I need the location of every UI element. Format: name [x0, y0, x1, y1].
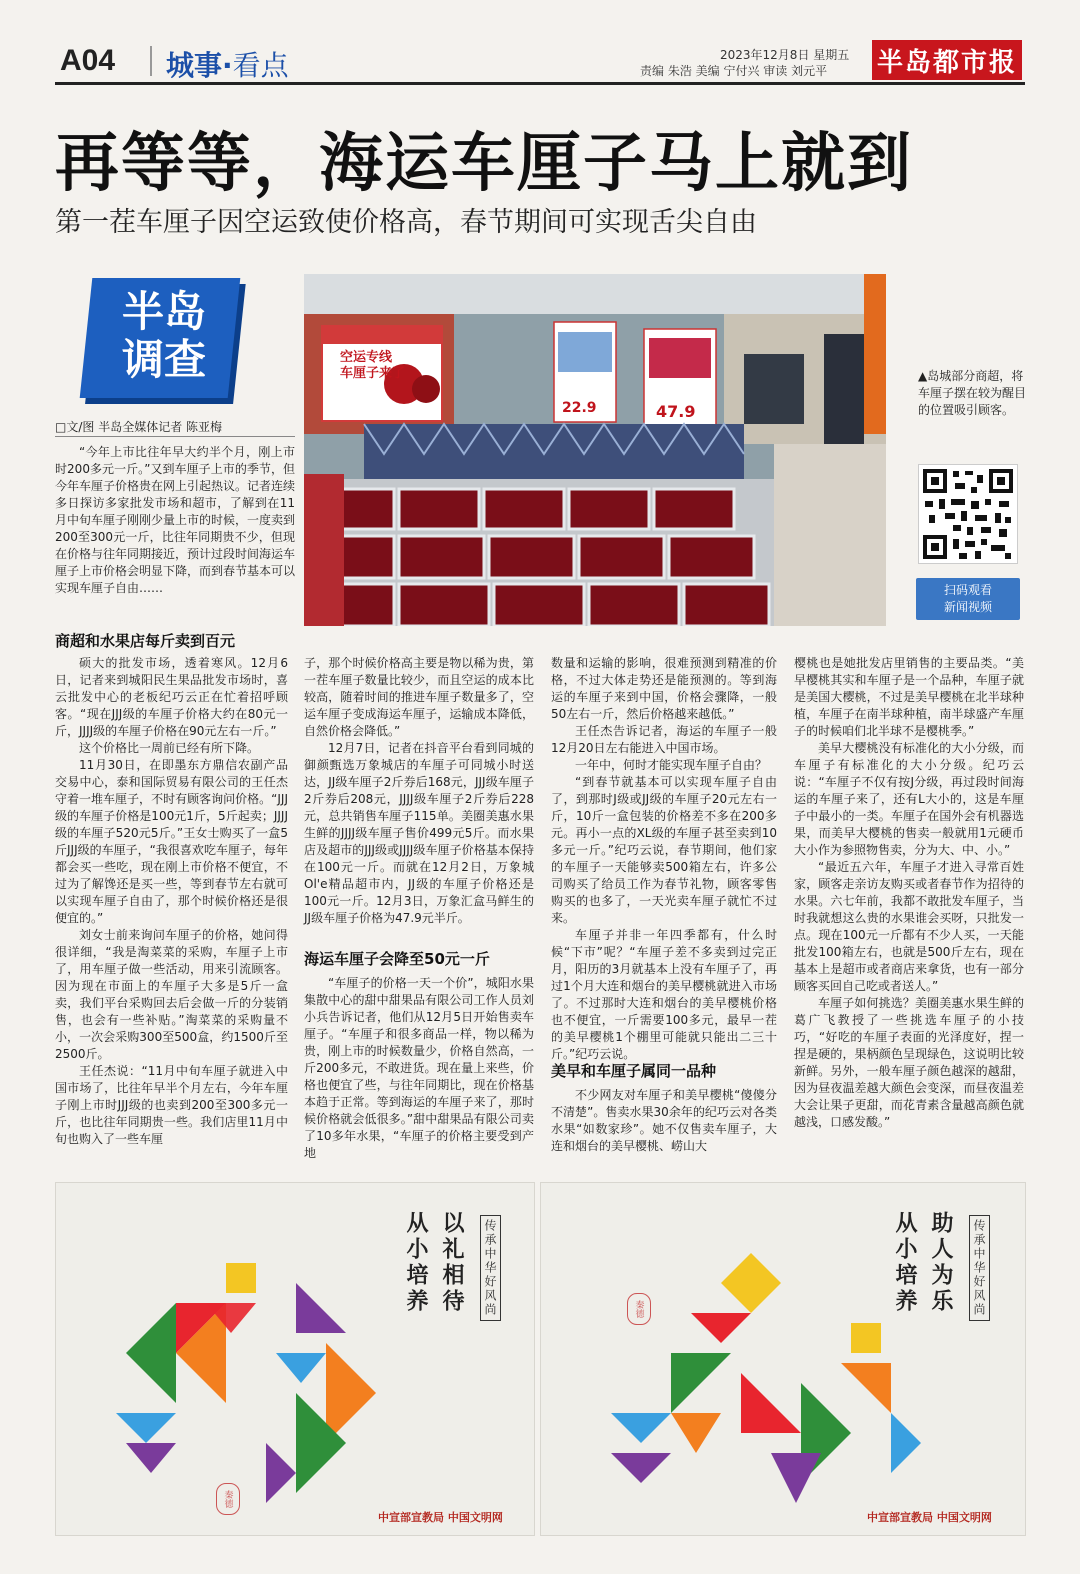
date-line: 2023年12月8日 星期五: [720, 48, 850, 62]
article-lead: [55, 444, 295, 597]
section-heading-2: 海运车厘子会降至50元一斤: [304, 950, 490, 968]
qr-code[interactable]: [918, 464, 1018, 564]
badge-line-1: 半岛: [121, 287, 206, 336]
public-service-ad-1: [55, 1182, 535, 1536]
byline-rule: [55, 436, 295, 437]
paragraph: 这个价格比一周前已经有所下降。: [79, 741, 260, 755]
header-divider: [150, 46, 152, 76]
column-3-bottom: [551, 1087, 777, 1155]
public-service-ad-2: [540, 1182, 1026, 1536]
tangram-figure-1: [96, 1243, 396, 1513]
column-2-top: [304, 655, 534, 927]
column-3-top: [551, 655, 777, 1063]
column-1: [55, 655, 288, 1148]
sign-line-2: 车厘子来了: [340, 366, 406, 381]
paragraph: 数量和运输的影响，很难预测到精准的价格，不过大体走势还是能预测的。等到海运的车厘子来到中国，价格会骤降，一般50左右一斤，然后价格越来越低。”: [551, 656, 777, 721]
paragraph: 11月30日，在即墨东方鼎信农副产品交易中心，泰和国际贸易有限公司的王任杰守着一堆车厘子，不时有顾客询问价格。“JJJ级的车厘子价格是100元1斤，5斤起卖；JJJJ级的车厘子520元5斤。”王女士购买了一盒5斤JJJ级的车厘子，“我很喜欢吃车厘子，每年都会买一些吃，现在刚上市价格不便宜，不过为了解馋还是买一些，等到春节左右就可以实现车厘子自由了，那个时候价格还是很便宜的。”: [55, 758, 288, 925]
badge-line-2: 调查: [121, 335, 206, 384]
paragraph: 12月7日，记者在抖音平台看到同城的御颜甄选万象城店的车厘子可同城小时送达，JJ级车厘子2斤券后168元，JJJ级车厘子2斤券后208元，JJJJ级车厘子2斤券后228元，总共销售车厘子115单。美圈美惠水果生鲜的JJJJ级车厘子售价499元5斤。而水果店及超市的JJJ级或JJJJ级车厘子价格基本保持在100元一斤。而就在12月2日，万象城Ol'e精品超市内，JJ级的车厘子价格还是100元一斤。12月3日，万象汇盒马鲜生的JJ级车厘子价格为47.9元半斤。: [304, 741, 534, 925]
ad-slogan-2: 从小培养: [403, 1211, 429, 1315]
ad-slogan-1: 以礼相待: [439, 1211, 465, 1315]
qr-code-image: [919, 465, 1017, 563]
sign-line-1: 空运专线: [340, 350, 393, 365]
staff-line: 责编 朱浩 美编 宁付兴 审读 刘元平: [640, 64, 828, 78]
paragraph: 一年中，何时才能实现车厘子自由？: [575, 758, 768, 772]
paragraph: 美早大樱桃没有标准化的大小分级，而车厘子有标准化的大小分级。纪巧云说：“车厘子不仅有按J分级，再过段时间海运的车厘子来了，还有L大小的，这是车厘子中最小的一类。车厘子在国外会有机器选果，而美早大樱桃的售卖一般就用1元硬币大小作为参照物售卖，分为大、中、小。”: [794, 741, 1024, 857]
paragraph: 王任杰告诉记者，海运的车厘子一般12月20日左右能进入中国市场。: [551, 724, 777, 755]
section-main: 城事: [166, 49, 223, 82]
article-photo: [304, 274, 886, 626]
section-heading-1: 商超和水果店每斤卖到百元: [55, 632, 236, 650]
paragraph: 樱桃也是她批发店里销售的主要品类。“美早樱桃其实和车厘子是一个品种，车厘子就是美国大樱桃，不过是美早樱桃在北半球种植，车厘子在南半球种植，南半球盛产车厘子的时候咱们北半球不是樱桃季。”: [794, 656, 1024, 738]
survey-badge: [104, 288, 224, 384]
page-number: A04: [60, 44, 116, 77]
paragraph: “车厘子的价格一天一个价”，城阳水果集散中心的甜中甜果品有限公司工作人员刘小兵告诉记者，他们从12月5日开始售卖车厘子。“车厘子和很多商品一样，物以稀为贵，刚上市的时候数量少，价格自然高，一斤200多元，不敢进货。现在量上来些，价格也便宜了些，与往年同期比，现在价格基本趋于正常。等到海运的车厘子来了，那时候价格就会低很多。”甜中甜果品有限公司卖了10多年水果，“车厘子的价格主要受到产地: [304, 976, 534, 1160]
ad-tag: 传承中华好风尚: [480, 1215, 501, 1321]
paragraph: 刘女士前来询问车厘子的价格，她问得很详细，“我是淘菜菜的采购，车厘子上市了，用车厘子做一些活动，用来引流顾客。因为现在市面上的车厘子大多是5斤一盒卖，我们平台采购回去后会做一斤的分装销售，也会有一些补贴。”淘菜菜的采购量不小，一次会采购300至500盒，约1500斤至2500斤。: [55, 928, 288, 1061]
price-tag-1: 22.9: [562, 400, 597, 416]
paragraph: 王任杰说：“11月中旬车厘子就进入中国市场了，比往年早半个月左右，今年车厘子刚上市时JJJ级的也卖到200至300多元一斤，也比往年同期贵一些。我们店里11月中旬也购入了一些车厘: [55, 1064, 288, 1146]
paragraph: 车厘子并非一年四季都有，什么时候“下市”呢？“车厘子差不多卖到过完正月，阳历的3月就基本上没有车厘子了，再过1个月大连和烟台的美早樱桃就进入市场了。不过那时大连和烟台的美早樱桃价格也不便宜，一斤需要100多元，最早一茬的美早樱桃1个棚里可能就只能出二三十斤。”纪巧云说。: [551, 928, 777, 1061]
byline: □文/图 半岛全媒体记者 陈亚梅: [55, 420, 223, 434]
headline: 再等等，海运车厘子马上就到: [55, 127, 913, 201]
ad-slogan-1: 助人为乐: [928, 1211, 954, 1315]
subheadline: 第一茬车厘子因空运致使价格高，春节期间可实现舌尖自由: [55, 207, 757, 238]
newspaper-logo: 半岛都市报: [872, 40, 1022, 80]
paragraph: 车厘子如何挑选？美圈美惠水果生鲜的葛广飞教授了一些挑选车厘子的小技巧，“好吃的车厘子表面的光泽度好，捏一捏是硬的，果柄颜色呈现绿色，这说明比较新鲜。另外，一般车厘子颜色越深的越甜，因为昼夜温差越大颜色会变深，而昼夜温差大会让果子更甜，而花青素含量越高颜色就越浅，口感发酸。”: [794, 996, 1024, 1129]
ad-footer: 中宣部宣教局 中国文明网: [867, 1511, 992, 1524]
seal-stamp: 秦德: [627, 1293, 651, 1325]
paragraph: 子，那个时候价格高主要是物以稀为贵，第一茬车厘子数量比较少，而且空运的成本比较高，随着时间的推进车厘子数量多了，空运车厘子变成海运车厘子，运输成本降低，自然价格会降低。”: [304, 656, 534, 738]
paragraph: “最近五六年，车厘子才进入寻常百姓家，顾客走亲访友购买或者春节作为招待的水果。六七年前，我都不敢批发车厘子，当时我就想这么贵的水果谁会买呀，只批发一点。现在100元一斤都有不少人买，一天能批发100箱左右，也就是500斤左右，现在基本上是超市或者商店来拿货，也有一部分顾客买回自己吃或者送人。”: [794, 860, 1024, 993]
seal-stamp: 秦德: [216, 1483, 240, 1515]
section-title: [166, 44, 289, 84]
section-sub: 看点: [232, 49, 289, 82]
qr-label: 扫码观看 新闻视频: [916, 578, 1020, 620]
paragraph: “到春节就基本可以实现车厘子自由了，到那时J级或JJ级的车厘子20元左右一斤，10斤一盒包装的价格差不多在200多元。再小一点的XL级的车厘子甚至卖到10多元一斤。”纪巧云说，春节期间，他们家的车厘子一天能够卖500箱左右，许多公司购买了给员工作为春节礼物，顾客零售购买的也多了，一天光卖车厘子就忙不过来。: [551, 775, 777, 925]
section-heading-3: 美早和车厘子属同一品种: [551, 1062, 717, 1080]
supermarket-photo: [304, 274, 886, 626]
lead-paragraph: “今年上市比往年早大约半个月，刚上市时200多元一斤。”又到车厘子上市的季节，但今年车厘子价格贵在网上引起热议。记者连续多日探访多家批发市场和超市，了解到在11月中旬车厘子刚刚少量上市的时候，一度卖到200至300元一斤，比往年同期贵不少，但现在价格与往年同期接近，预计过段时间海运车厘子上市价格会明显下降，而到春节基本可以实现车厘子自由……: [55, 445, 296, 595]
ad-footer: 中宣部宣教局 中国文明网: [378, 1511, 503, 1524]
ad-tag: 传承中华好风尚: [969, 1215, 990, 1321]
column-2-bottom: [304, 975, 534, 1162]
sign-text-1: [340, 350, 405, 382]
column-4: [794, 655, 1024, 1131]
price-tag-2: 47.9: [656, 402, 696, 421]
section-dot: ·: [222, 49, 233, 82]
photo-caption: ▲岛城部分商超，将车厘子摆在较为醒目的位置吸引顾客。: [918, 369, 1027, 417]
ad-slogan-2: 从小培养: [892, 1211, 918, 1315]
paragraph: 不少网友对车厘子和美早樱桃“傻傻分不清楚”。售卖水果30余年的纪巧云对各类水果“如数家珍”。她不仅售卖车厘子，大连和烟台的美早樱桃、崂山大: [551, 1088, 777, 1153]
header-rule: [55, 82, 1025, 85]
paragraph: 硕大的批发市场，透着寒风。12月6日，记者来到城阳民生果品批发市场时，喜云批发中心的老板纪巧云正在忙着招呼顾客。“现在JJJ级的车厘子价格大约在80元一斤，JJJJ级的车厘子价格在90元左右一斤。”: [55, 656, 288, 738]
